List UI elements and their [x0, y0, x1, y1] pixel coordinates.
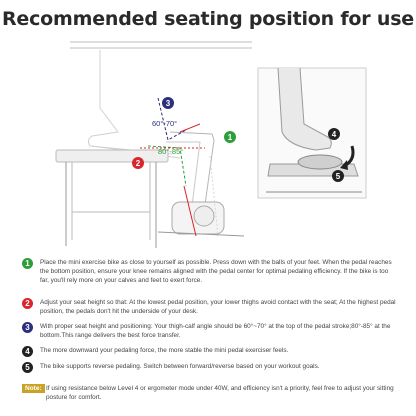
- instruction-text: With proper seat height and positioning: Your thigh-calf angle should be 60°~70° at the top of the pedal stroke;80°-85° at the bottom.This range delivers the best force transfer.: [40, 323, 391, 339]
- angle-label-bottom: 80°-85°: [158, 147, 184, 156]
- step-1-badge: 1: [22, 258, 33, 269]
- step-3-badge: 3: [22, 322, 33, 333]
- seating-illustration: [0, 36, 416, 254]
- angle-label-top: 60°-70°: [152, 119, 178, 128]
- marker-2-icon: [132, 157, 144, 169]
- marker-4-icon: [328, 128, 340, 140]
- svg-text:1: 1: [227, 133, 233, 142]
- instruction-text: The more downward your pedaling force, the more stable the mini pedal exerciser feels.: [40, 347, 289, 354]
- instruction-text: The bike supports reverse pedaling. Switch between forward/reverse based on your workout goals.: [40, 363, 320, 370]
- note-text: If using resistance below Level 4 or ergometer mode under 40W, and efficiency isn't a priority, feel free to adjust your sitting posture for comfort.: [46, 385, 394, 401]
- svg-text:4: 4: [331, 130, 337, 139]
- svg-text:2: 2: [135, 159, 141, 168]
- marker-5-icon: [332, 170, 344, 182]
- svg-text:3: 3: [165, 99, 171, 108]
- page-title: Recommended seating position for use: [2, 8, 414, 30]
- svg-text:5: 5: [335, 172, 341, 181]
- marker-1-icon: [224, 131, 236, 143]
- step-5-badge: 5: [22, 362, 33, 373]
- instruction-text: Place the mini exercise bike as close to yourself as possible. Press down with the balls of your feet. When the pedal reaches the bottom position, ensure your knee remains aligned with the pedal center for optimal pedaling efficiency. If the bike is too far, you'll rely more on your calves and feet to exert force.: [40, 259, 392, 284]
- marker-3-icon: [162, 97, 174, 109]
- instruction-text: Adjust your seat height so that: At the lowest pedal position, your lower thighs avoid contact with the seat; At the highest pedal position, the pedals don't hit the underside of your desk.: [40, 299, 396, 315]
- step-2-badge: 2: [22, 298, 33, 309]
- left-scene: [56, 42, 252, 248]
- step-4-badge: 4: [22, 346, 33, 357]
- note-label: Note:: [22, 384, 45, 393]
- inset-foot-pedal: [258, 68, 366, 198]
